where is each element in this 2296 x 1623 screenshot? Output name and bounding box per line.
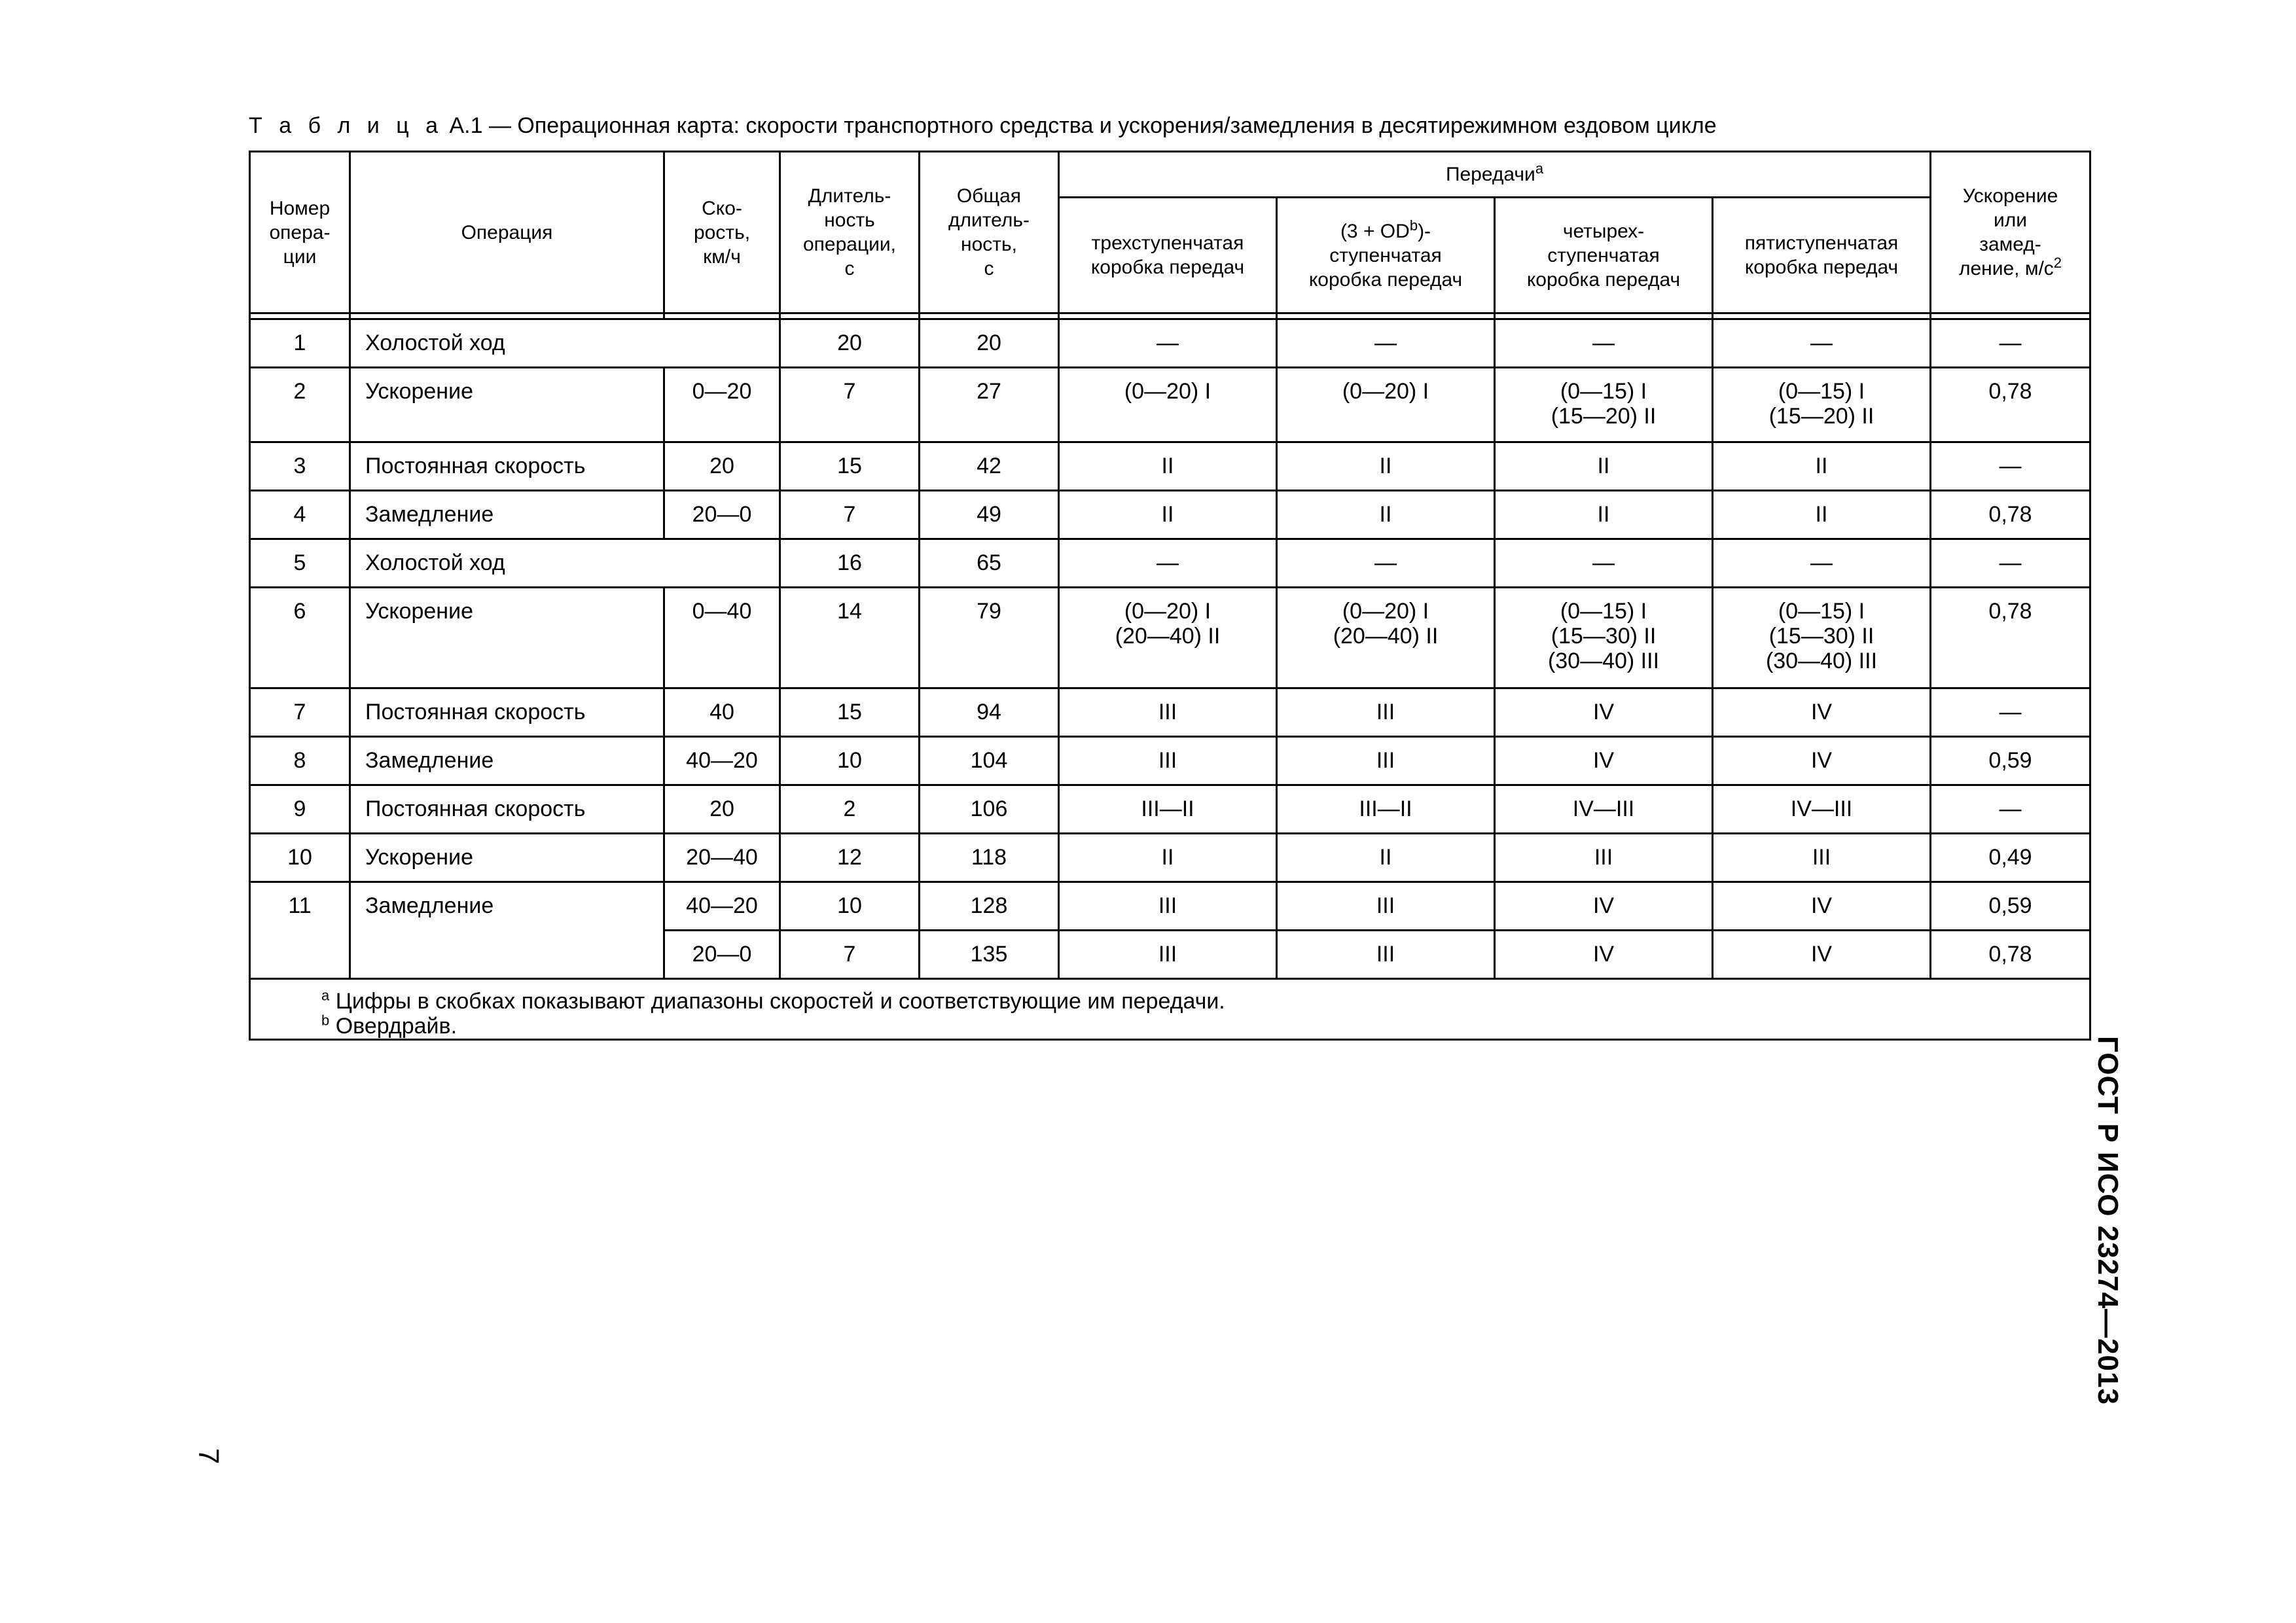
cell-accel: 0,59 [1931, 737, 2090, 785]
table-caption [249, 111, 2081, 140]
cell-number: 1 [250, 319, 350, 368]
cell-operation: Ускорение [350, 834, 664, 882]
cell-duration: 10 [780, 882, 920, 931]
cell-speed: 20 [664, 785, 780, 834]
header-accel-sup: 2 [2053, 255, 2062, 271]
cell-speed: 20—0 [664, 931, 780, 979]
cell-number: 9 [250, 785, 350, 834]
note-a [321, 989, 2089, 1014]
header-accel [1931, 152, 2090, 313]
header-gears-sup: a [1535, 160, 1544, 177]
cell-operation: Ускорение [350, 368, 664, 442]
cell-operation: Замедление [350, 737, 664, 785]
cell-accel: — [1931, 539, 2090, 588]
cell-speed: 20—0 [664, 491, 780, 539]
cell-accel: 0,59 [1931, 882, 2090, 931]
cell-gear5: II [1713, 442, 1931, 491]
cell-number: 3 [250, 442, 350, 491]
cell-speed: 40—20 [664, 882, 780, 931]
cell-total: 65 [920, 539, 1059, 588]
cell-gear5: — [1713, 319, 1931, 368]
cell-operation: Замедление [350, 491, 664, 539]
cell-speed: 0—40 [664, 588, 780, 688]
cell-accel: — [1931, 688, 2090, 737]
cell-gear4: IV [1495, 931, 1713, 979]
cell-gear4: IV—III [1495, 785, 1713, 834]
cell-gear5: II [1713, 491, 1931, 539]
cell-duration: 15 [780, 688, 920, 737]
cell-gear5: (0—15) I (15—20) II [1713, 368, 1931, 442]
table-row [250, 442, 2090, 491]
cell-gear3od: III—II [1277, 785, 1495, 834]
cell-duration: 16 [780, 539, 920, 588]
table-row [250, 882, 2090, 931]
cell-duration: 2 [780, 785, 920, 834]
cell-duration: 7 [780, 931, 920, 979]
notes-row [250, 979, 2090, 1040]
header-gear4: четырех- ступенчатая коробка передач [1495, 198, 1713, 313]
cell-operation: Ускорение [350, 588, 664, 688]
header-accel-text: Ускорение или замед- ление, м/с [1958, 185, 2058, 279]
header-gear5: пятиступенчатая коробка передач [1713, 198, 1931, 313]
cell-gear3: (0—20) I [1059, 368, 1277, 442]
cell-number: 2 [250, 368, 350, 442]
caption-text: А.1 — Операционная карта: скорости транспортного средства и ускорения/замедления в десятирежимном ездовом цикле [449, 113, 1717, 138]
table-row [250, 834, 2090, 882]
cell-gear3od: III [1277, 882, 1495, 931]
note-a-text: Цифры в скобках показывают диапазоны скоростей и соответствующие им передачи. [335, 989, 1225, 1014]
table-row [250, 737, 2090, 785]
cell-total: 104 [920, 737, 1059, 785]
cell-gear3: III—II [1059, 785, 1277, 834]
header-gears-text: Передачи [1445, 164, 1535, 185]
cell-speed: 20 [664, 442, 780, 491]
cell-speed: 0—20 [664, 368, 780, 442]
cell-gear3: (0—20) I (20—40) II [1059, 588, 1277, 688]
cell-operation: Холостой ход [350, 539, 780, 588]
cell-total: 49 [920, 491, 1059, 539]
cell-duration: 20 [780, 319, 920, 368]
cell-gear3od: — [1277, 319, 1495, 368]
cell-total: 106 [920, 785, 1059, 834]
cell-number: 4 [250, 491, 350, 539]
cell-gear3od: III [1277, 931, 1495, 979]
cell-accel: — [1931, 319, 2090, 368]
note-a-mark: a [321, 987, 330, 1004]
cell-speed: 20—40 [664, 834, 780, 882]
cell-gear3od: II [1277, 442, 1495, 491]
operations-table [249, 151, 2091, 1041]
cell-operation: Постоянная скорость [350, 442, 664, 491]
cell-total: 94 [920, 688, 1059, 737]
cell-gear3od: — [1277, 539, 1495, 588]
page-number: 7 [192, 1448, 225, 1465]
header-number: Номер опера- ции [250, 152, 350, 313]
cell-gear3: — [1059, 539, 1277, 588]
header-operation: Операция [350, 152, 664, 313]
cell-duration: 10 [780, 737, 920, 785]
cell-total: 20 [920, 319, 1059, 368]
cell-number: 5 [250, 539, 350, 588]
cell-gear3od: II [1277, 491, 1495, 539]
cell-gear3: III [1059, 737, 1277, 785]
cell-gear5: IV [1713, 737, 1931, 785]
cell-operation: Холостой ход [350, 319, 780, 368]
cell-total: 27 [920, 368, 1059, 442]
cell-gear3od: II [1277, 834, 1495, 882]
note-b-text: Овердрайв. [335, 1014, 457, 1039]
cell-duration: 7 [780, 491, 920, 539]
header-gear3: трехступенчатая коробка передач [1059, 198, 1277, 313]
table-row [250, 491, 2090, 539]
cell-gear5: IV [1713, 882, 1931, 931]
note-b-mark: b [321, 1012, 330, 1029]
note-b [321, 1014, 2089, 1039]
cell-gear3: III [1059, 882, 1277, 931]
cell-number: 7 [250, 688, 350, 737]
cell-operation: Постоянная скорость [350, 785, 664, 834]
cell-gear3: II [1059, 834, 1277, 882]
cell-number: 11 [250, 882, 350, 979]
cell-gear3: II [1059, 491, 1277, 539]
cell-total: 135 [920, 931, 1059, 979]
document-code: ГОСТ Р ИСО 23274—2013 [2092, 1036, 2124, 1405]
cell-accel: 0,78 [1931, 491, 2090, 539]
cell-gear3od: (0—20) I (20—40) II [1277, 588, 1495, 688]
table-row [250, 368, 2090, 442]
cell-total: 118 [920, 834, 1059, 882]
cell-accel: — [1931, 785, 2090, 834]
header-gear3od-post: )- [1418, 220, 1431, 242]
caption-label: Т а б л и ц а [249, 113, 444, 138]
cell-gear4: (0—15) I (15—20) II [1495, 368, 1713, 442]
cell-gear3od: III [1277, 737, 1495, 785]
cell-gear4: IV [1495, 688, 1713, 737]
cell-gear5: IV [1713, 688, 1931, 737]
cell-gear3: III [1059, 931, 1277, 979]
cell-accel: 0,78 [1931, 588, 2090, 688]
table-row [250, 588, 2090, 688]
cell-gear4: II [1495, 491, 1713, 539]
cell-operation: Замедление [350, 882, 664, 979]
header-gear3od-sup: b [1409, 217, 1418, 234]
cell-gear5: IV—III [1713, 785, 1931, 834]
cell-duration: 12 [780, 834, 920, 882]
cell-gear4: (0—15) I (15—30) II (30—40) III [1495, 588, 1713, 688]
cell-duration: 14 [780, 588, 920, 688]
cell-gear4: — [1495, 319, 1713, 368]
header-gear3od-rest: ступенчатая коробка передач [1308, 244, 1463, 291]
cell-accel: 0,78 [1931, 931, 2090, 979]
cell-total: 128 [920, 882, 1059, 931]
cell-total: 79 [920, 588, 1059, 688]
header-gear3od [1277, 198, 1495, 313]
cell-number: 10 [250, 834, 350, 882]
cell-duration: 15 [780, 442, 920, 491]
cell-gear5: III [1713, 834, 1931, 882]
cell-gear4: III [1495, 834, 1713, 882]
cell-accel: 0,78 [1931, 368, 2090, 442]
cell-gear3: III [1059, 688, 1277, 737]
cell-gear5: — [1713, 539, 1931, 588]
table-notes [250, 979, 2090, 1040]
cell-gear3od: (0—20) I [1277, 368, 1495, 442]
cell-gear4: IV [1495, 882, 1713, 931]
header-total: Общая длитель- ность, с [920, 152, 1059, 313]
cell-accel: 0,49 [1931, 834, 2090, 882]
cell-gear3: II [1059, 442, 1277, 491]
cell-operation: Постоянная скорость [350, 688, 664, 737]
header-gear3od-pre: (3 + OD [1340, 220, 1410, 242]
cell-number: 6 [250, 588, 350, 688]
table-row [250, 785, 2090, 834]
cell-accel: — [1931, 442, 2090, 491]
cell-total: 42 [920, 442, 1059, 491]
cell-gear4: — [1495, 539, 1713, 588]
table-row [250, 319, 2090, 368]
header-gears [1059, 152, 1931, 198]
cell-gear3: — [1059, 319, 1277, 368]
header-duration: Длитель- ность операции, с [780, 152, 920, 313]
cell-speed: 40—20 [664, 737, 780, 785]
cell-gear4: II [1495, 442, 1713, 491]
cell-gear3od: III [1277, 688, 1495, 737]
cell-gear4: IV [1495, 737, 1713, 785]
cell-duration: 7 [780, 368, 920, 442]
table-row [250, 688, 2090, 737]
cell-gear5: (0—15) I (15—30) II (30—40) III [1713, 588, 1931, 688]
cell-gear5: IV [1713, 931, 1931, 979]
cell-number: 8 [250, 737, 350, 785]
table-row [250, 539, 2090, 588]
cell-speed: 40 [664, 688, 780, 737]
header-speed: Ско- рость, км/ч [664, 152, 780, 313]
